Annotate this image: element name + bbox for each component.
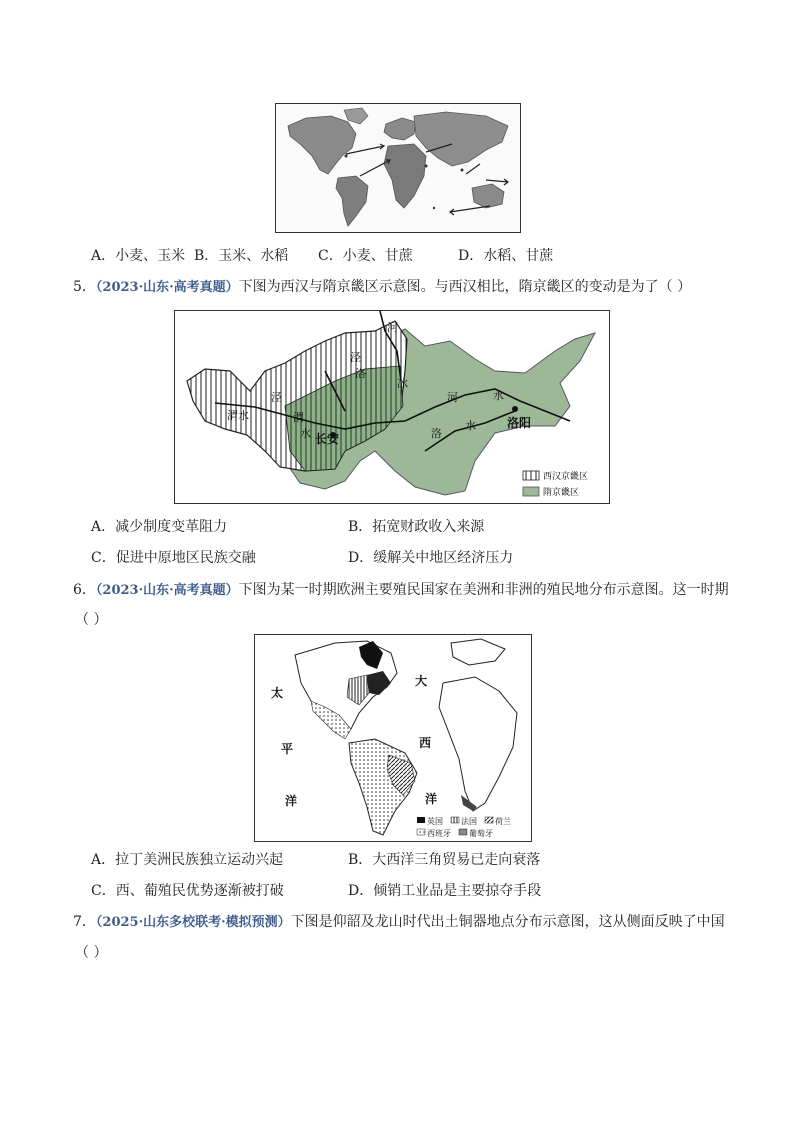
map-label-he2: 河 [447,391,458,404]
q6-number: 6． [73,582,96,598]
q7-stem-paren: （ ） [75,945,108,961]
map-label-xi: 西 [419,736,432,750]
q5-option-c[interactable]: C．促进中原地区民族交融 [91,550,256,566]
legend-portugal: 葡萄牙 [469,829,493,838]
q7-source: （2025·山东多校联考·模拟预测） [95,915,291,930]
q6-stem-line [73,580,729,601]
map-label-jing1: 泾 [350,351,361,364]
legend-netherlands: 荷兰 [495,817,511,826]
q4-option-c[interactable]: C．小麦、甘蔗 [318,248,413,264]
map-label-luoyang: 洛阳 [507,416,532,430]
q6-option-b[interactable]: B．大西洋三角贸易已走向衰落 [348,852,541,868]
q7-stem-line [73,912,725,933]
map-label-ping: 平 [281,742,294,756]
q5-option-a[interactable]: A．减少制度变革阻力 [91,519,228,535]
legend-spain: 西班牙 [427,829,451,838]
xihan-sui-jingji-map [174,310,610,504]
q7-number: 7． [73,914,96,930]
legend-france: 法国 [461,817,477,826]
map-label-bing: 冰 [397,377,408,390]
map-label-tai: 太 [271,686,284,700]
map-label-jing2: 泾 [271,391,282,404]
q5-option-b[interactable]: B．拓宽财政收入来源 [348,519,485,535]
world-trade-map [275,103,521,233]
legend-xihan: 西汉京畿区 [543,472,589,482]
legend-britain: 英国 [427,817,443,826]
map-label-shui2: 水 [493,389,504,402]
map-label-da: 大 [415,674,428,688]
q5-number: 5． [73,279,96,295]
q6-source: （2023·山东·高考真题） [95,583,239,598]
map-label-shui: 水 [300,427,311,440]
map-label-wei: 渭 [293,411,304,424]
map-label-changan: 长安 [315,432,340,446]
map-label-weishui: 渭水 [227,409,249,422]
q5-stem-line [73,277,691,298]
map-label-luo: 洛 [355,367,366,380]
q4-option-a[interactable]: A．小麦、玉米 [91,248,186,264]
q5-option-d[interactable]: D．缓解关中地区经济压力 [348,550,514,566]
q4-option-d[interactable]: D．水稻、甘蔗 [458,248,554,264]
q6-option-d[interactable]: D．倾销工业品是主要掠夺手段 [348,883,542,899]
q6-option-a[interactable]: A．拉丁美洲民族独立运动兴起 [91,852,284,868]
map-label-yang: 洋 [285,794,298,808]
q6-stem-paren: （ ） [75,612,108,628]
map-label-luo2: 洛 [431,427,442,440]
map-label-he: 河 [387,321,398,334]
map-label-yang2: 洋 [425,792,438,806]
q5-stem: 下图为西汉与隋京畿区示意图。与西汉相比，隋京畿区的变动是为了（ ） [238,279,692,295]
q6-option-c[interactable]: C．西、葡殖民优势逐渐被打破 [91,883,284,899]
q5-source: （2023·山东·高考真题） [95,280,239,295]
q6-stem: 下图为某一时期欧洲主要殖民国家在美洲和非洲的殖民地分布示意图。这一时期 [238,582,729,598]
map-label-shui3: 水 [465,419,476,432]
q7-stem: 下图是仰韶及龙山时代出土铜器地点分布示意图，这从侧面反映了中国 [290,914,725,930]
colonial-map [254,634,532,842]
legend-sui: 隋京畿区 [543,488,580,498]
q4-option-b[interactable]: B．玉米、水稻 [194,248,289,264]
